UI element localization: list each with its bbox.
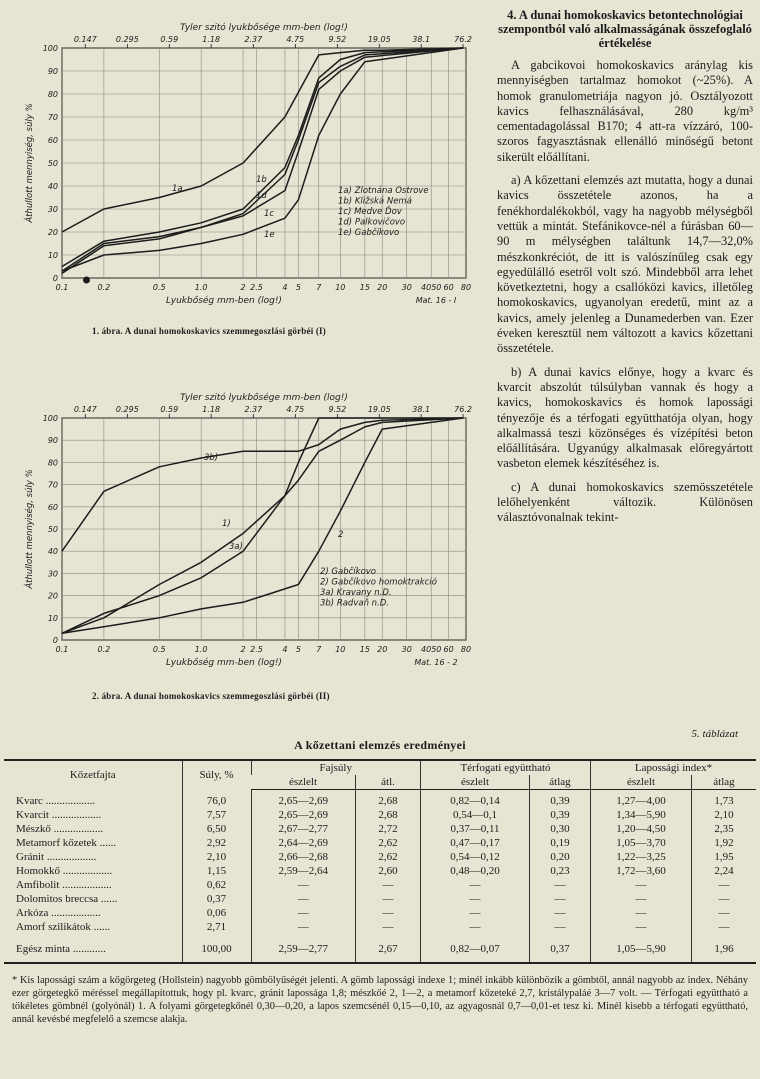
y-axis-label: Áthullott mennyiség, súly %: [25, 469, 35, 589]
y-tick-label: 20: [47, 228, 58, 237]
figure-1: [20, 8, 480, 338]
top-tick-label: 0.147: [73, 405, 97, 414]
x-tick-label: 5: [295, 645, 301, 654]
rock-name-cell: Mészkő ..................: [16, 823, 104, 835]
y-tick-label: 90: [47, 436, 58, 446]
x-tick-label: 1.0: [194, 645, 208, 654]
y-tick-label: 70: [47, 113, 58, 122]
value-cell: —: [251, 892, 356, 906]
value-cell: —: [251, 906, 356, 920]
value-cell: 1,05—3,70: [591, 836, 692, 850]
value-cell: —: [591, 906, 692, 920]
y-tick-label: 60: [47, 136, 58, 145]
value-cell: 0,19: [530, 836, 591, 850]
table-row: [4, 822, 756, 836]
header-rock: Kőzetfajta: [4, 760, 182, 790]
table-total-row: [4, 934, 756, 963]
value-cell: 0,37: [530, 934, 591, 963]
value-cell: 2,60: [356, 864, 421, 878]
value-cell: —: [591, 878, 692, 892]
y-tick-label: 0: [52, 636, 58, 645]
y-axis-label: Áthullott mennyiség, súly %: [25, 103, 35, 223]
value-cell: —: [421, 892, 530, 906]
value-cell: 0,30: [530, 822, 591, 836]
table-row: [4, 850, 756, 864]
value-cell: —: [530, 906, 591, 920]
value-cell: 1,34—5,90: [591, 808, 692, 822]
value-cell: 0,37: [182, 892, 251, 906]
y-tick-label: 20: [47, 591, 58, 601]
top-tick-label: 2.37: [244, 35, 263, 44]
value-cell: 2,10: [182, 850, 251, 864]
x-tick-label: 80: [460, 283, 472, 292]
value-cell: 1,95: [692, 850, 757, 864]
x-tick-label: 0.1: [55, 283, 69, 292]
rock-name-cell: Egész minta ............: [4, 934, 182, 963]
x-tick-label: 10: [335, 283, 346, 292]
x-tick-label: 60: [443, 283, 454, 292]
value-cell: —: [251, 920, 356, 934]
top-tick-label: 0.295: [115, 405, 139, 414]
x-tick-label: 1.0: [194, 283, 208, 292]
value-cell: —: [692, 892, 757, 906]
rock-name-cell: Arkóza ..................: [16, 907, 101, 919]
value-cell: 6,50: [182, 822, 251, 836]
table-number: 5. táblázat: [691, 728, 738, 740]
x-axis-label: Lyukbőség mm-ben (log!): [166, 658, 282, 668]
top-tick-label: 76.2: [454, 405, 472, 414]
x-tick-label: 4: [282, 645, 288, 654]
x-tick-label: 4050: [421, 645, 442, 654]
legend-entry: 1b) Kližská Nemá: [338, 196, 412, 207]
curve-label: 1e: [264, 230, 275, 240]
header-volume-avg: átlag: [530, 775, 591, 790]
figure-1-caption: 1. ábra. A dunai homokoskavics szemmegoszlási görbéi (I): [92, 326, 326, 336]
value-cell: 2,64—2,69: [251, 836, 356, 850]
value-cell: 1,20—4,50: [591, 822, 692, 836]
legend-entry: 1a) Zlotnána Ostrove: [338, 186, 429, 196]
curve-label: 1): [222, 519, 231, 529]
x-tick-label: 0.2: [97, 645, 111, 654]
top-tick-label: 0.59: [160, 405, 179, 414]
x-tick-label: 7: [316, 283, 322, 292]
curve-label: 1c: [264, 209, 275, 219]
value-cell: 76,0: [182, 794, 251, 808]
top-tick-label: 1.18: [202, 35, 221, 44]
curve-label: 3a): [229, 542, 243, 552]
rock-name-cell: Homokkő ..................: [16, 865, 113, 877]
value-cell: 0,23: [530, 864, 591, 878]
x-tick-label: 10: [335, 645, 346, 654]
rock-name-cell: Kvarc ..................: [16, 795, 96, 807]
rock-name-cell: Metamorf kőzetek ......: [16, 837, 117, 849]
x-axis-label: Lyukbőség mm-ben (log!): [166, 296, 282, 306]
y-tick-label: 40: [47, 547, 58, 557]
value-cell: 0,39: [530, 808, 591, 822]
paragraph-b: b) A dunai kavics előnye, hogy a kvarc és kvarcit abszolút túlsúlyban vannak és hogy a kavics, homokoskavics és homok lapossági tényezője és a térfogati együtthatója olyan, hogy alkalmassá teszi közönséges és vízépítési beton előállítására. Ugyanúgy alkalmasak előregyártott vasbeton elemek készítéséhez is.: [497, 364, 753, 471]
curve-label: 1a: [172, 184, 183, 194]
legend-entry: 1c) Medve Ďov: [338, 207, 402, 217]
value-cell: 0,62: [182, 878, 251, 892]
paragraph-c: c) A dunai homokoskavics szemösszetétele lelőhelyenként változik. Különösen választóvonalnak tekint-: [497, 479, 753, 525]
table-row: [4, 892, 756, 906]
top-tick-label: 9.52: [328, 35, 347, 44]
y-tick-label: 10: [47, 251, 58, 260]
table-5: [4, 728, 756, 1026]
legend-entry: 3b) Radvaň n.D.: [320, 598, 389, 609]
x-tick-label: 60: [443, 645, 454, 654]
y-tick-label: 50: [47, 159, 58, 168]
figure-2: [20, 384, 480, 704]
paragraph-intro: A gabcikovoi homokoskavics aránylag kis mennyiségben tartalmaz homokot (~25%). A homok granulometriája nagyon jó. Osztályozott kavics felhasználásával, 280 kg/m³ cementadagolással B170; 4 att-ra vízzáró, 100-szoros fagyasztásnak ellenálló minőségű betont sikerült előállítani.: [497, 58, 753, 164]
value-cell: 2,65—2,69: [251, 808, 356, 822]
table-title: A kőzettani elemzés eredményei: [294, 738, 466, 752]
header-density-avg: átl.: [356, 775, 421, 790]
value-cell: 2,67: [356, 934, 421, 963]
x-tick-label: 20: [377, 645, 388, 654]
value-cell: —: [356, 892, 421, 906]
top-axis-label: Tyler szitó lyukbősége mm-ben (log!): [180, 393, 348, 403]
legend-entry: 3a) Kravany n.D.: [320, 588, 392, 598]
figure-ref: Mat. 16 - 2: [414, 658, 458, 667]
x-tick-label: 30: [401, 283, 412, 292]
rock-name-cell: Kvarcit ..................: [16, 809, 102, 821]
top-tick-label: 19.05: [367, 405, 391, 414]
y-tick-label: 50: [47, 525, 58, 534]
curve-label: 2: [338, 530, 344, 540]
value-cell: 2,66—2,68: [251, 850, 356, 864]
value-cell: 0,54—0,12: [421, 850, 530, 864]
top-axis-label: Tyler szitó lyukbősége mm-ben (log!): [180, 23, 348, 33]
top-tick-label: 9.52: [328, 405, 347, 414]
table-row: [4, 920, 756, 934]
x-tick-label: 2: [240, 645, 246, 654]
value-cell: 2,72: [356, 822, 421, 836]
rock-name-cell: Dolomitos breccsa ......: [16, 893, 118, 905]
value-cell: —: [421, 906, 530, 920]
value-cell: 2,59—2,64: [251, 864, 356, 878]
value-cell: —: [251, 878, 356, 892]
value-cell: 0,39: [530, 794, 591, 808]
header-volume: Térfogati együttható: [421, 760, 591, 775]
value-cell: 1,05—5,90: [591, 934, 692, 963]
value-cell: —: [530, 878, 591, 892]
header-density: Fajsúly: [251, 760, 421, 775]
x-tick-label: 0.5: [152, 645, 166, 654]
y-tick-label: 80: [47, 90, 58, 99]
value-cell: —: [530, 920, 591, 934]
x-tick-label: 15: [359, 283, 370, 292]
value-cell: 1,27—4,00: [591, 794, 692, 808]
value-cell: —: [591, 920, 692, 934]
y-tick-label: 90: [47, 67, 58, 76]
curve-label: 3b): [204, 453, 219, 463]
value-cell: —: [692, 920, 757, 934]
curve-label: 1d: [256, 191, 267, 201]
curve-label: 1b: [256, 175, 267, 185]
x-tick-label: 80: [460, 645, 472, 654]
value-cell: —: [356, 920, 421, 934]
value-cell: 0,20: [530, 850, 591, 864]
x-tick-label: 0.5: [152, 283, 166, 292]
y-tick-label: 100: [42, 44, 58, 53]
x-tick-label: 5: [295, 283, 301, 292]
table-row: [4, 906, 756, 920]
value-cell: 0,37—0,11: [421, 822, 530, 836]
header-flat: Lapossági index*: [591, 760, 757, 775]
header-density-measured: észlelt: [251, 775, 356, 790]
value-cell: 0,82—0,07: [421, 934, 530, 963]
top-tick-label: 1.18: [202, 405, 221, 414]
table-row: [4, 794, 756, 808]
value-cell: 7,57: [182, 808, 251, 822]
x-tick-label: 7: [316, 645, 322, 654]
figure-2-caption: 2. ábra. A dunai homokoskavics szemmegoszlási görbéi (II): [92, 691, 330, 701]
value-cell: 2,71: [182, 920, 251, 934]
legend-entry: 2) Gabčíkovo homoktrakció: [320, 577, 437, 588]
value-cell: 2,65—2,69: [251, 794, 356, 808]
value-cell: —: [692, 906, 757, 920]
figure-ref: Mat. 16 - I: [415, 296, 457, 305]
x-tick-label: 20: [377, 283, 388, 292]
value-cell: 0,06: [182, 906, 251, 920]
x-tick-label: 4: [282, 283, 288, 292]
section-heading: 4. A dunai homokoskavics betontechnológiai szempontból való alkalmasságának összefoglaló értékelése: [498, 8, 752, 50]
legend-entry: 1d) Palkovičovo: [338, 217, 406, 228]
x-tick-label: 30: [401, 645, 412, 654]
value-cell: 2,92: [182, 836, 251, 850]
top-tick-label: 0.147: [73, 35, 97, 44]
figure-2-chart: [20, 384, 480, 704]
rock-name-cell: Amfibolit ..................: [16, 879, 112, 891]
value-cell: —: [591, 892, 692, 906]
y-tick-label: 60: [47, 502, 58, 512]
header-flat-measured: észlelt: [591, 775, 692, 790]
value-cell: 2,62: [356, 850, 421, 864]
y-tick-label: 70: [47, 480, 58, 490]
top-tick-label: 0.295: [115, 35, 139, 44]
top-tick-label: 38.1: [412, 405, 431, 414]
x-tick-label: 2.5: [250, 283, 263, 292]
value-cell: 2,62: [356, 836, 421, 850]
x-tick-label: 0.2: [97, 283, 111, 292]
value-cell: 1,72—3,60: [591, 864, 692, 878]
x-tick-label: 15: [359, 645, 370, 654]
value-cell: 2,67—2,77: [251, 822, 356, 836]
top-tick-label: 19.05: [367, 35, 391, 44]
top-tick-label: 2.37: [244, 405, 263, 414]
y-tick-label: 80: [47, 458, 58, 468]
figure-1-chart: [20, 8, 480, 338]
y-tick-label: 0: [52, 274, 58, 283]
y-tick-label: 40: [47, 182, 58, 191]
value-cell: 2,68: [356, 808, 421, 822]
value-cell: 100,00: [182, 934, 251, 963]
value-cell: 1,22—3,25: [591, 850, 692, 864]
value-cell: —: [421, 878, 530, 892]
top-tick-label: 4.75: [286, 405, 305, 414]
value-cell: 1,92: [692, 836, 757, 850]
top-tick-label: 0.59: [160, 35, 179, 44]
value-cell: 0,47—0,17: [421, 836, 530, 850]
rock-name-cell: Gránit ..................: [16, 851, 97, 863]
y-tick-label: 30: [47, 205, 58, 214]
series-line: [62, 48, 463, 267]
top-tick-label: 76.2: [454, 35, 472, 44]
value-cell: 0,48—0,20: [421, 864, 530, 878]
top-tick-label: 4.75: [286, 35, 305, 44]
mark-dot: [83, 277, 90, 284]
y-tick-label: 30: [47, 569, 58, 579]
series-line: [62, 48, 463, 273]
results-table: [4, 759, 756, 964]
table-row: [4, 808, 756, 822]
value-cell: —: [356, 906, 421, 920]
value-cell: 1,73: [692, 794, 757, 808]
right-column-text: [497, 8, 753, 534]
legend-entry: 1e) Gabčíkovo: [338, 228, 400, 238]
value-cell: 0,54—0,1: [421, 808, 530, 822]
value-cell: 2,35: [692, 822, 757, 836]
value-cell: —: [692, 878, 757, 892]
rock-name-cell: Amorf szilikátok ......: [16, 921, 111, 933]
x-tick-label: 2.5: [250, 645, 263, 654]
table-row: [4, 878, 756, 892]
value-cell: 2,10: [692, 808, 757, 822]
value-cell: —: [421, 920, 530, 934]
header-weight: Súly, %: [182, 760, 251, 790]
y-tick-label: 10: [47, 613, 58, 623]
value-cell: 2,68: [356, 794, 421, 808]
legend-entry: 2) Gabčíkovo: [320, 567, 377, 577]
header-flat-avg: átlag: [692, 775, 757, 790]
top-tick-label: 38.1: [412, 35, 431, 44]
x-tick-label: 0.1: [55, 645, 69, 654]
value-cell: —: [530, 892, 591, 906]
table-row: [4, 836, 756, 850]
header-volume-measured: észlelt: [421, 775, 530, 790]
value-cell: 2,59—2,77: [251, 934, 356, 963]
series-line: [62, 418, 463, 633]
table-body: [4, 790, 756, 964]
y-tick-label: 100: [42, 414, 58, 423]
table-row: [4, 864, 756, 878]
value-cell: 1,15: [182, 864, 251, 878]
paragraph-a: a) A kőzettani elemzés azt mutatta, hogy a dunai kavics összetétele azonos, ha a fenékhordalékokból, vagy ha nagyobb mélységből vettük a mintát. Stefánikovce-nél a fúrásban 60—90 m mélységben találtunk 14,7—32,0% mészkonkréciót, de itt is valószínűleg csak egy egyedülálló esetről volt szó. Mindebből arra lehet következtetni, hogy a csallóközi kavics, illetőleg homokoskavics, ugyanolyan eredetű, mint az a kavics, amely jelenleg a Dunamederben van. Ezer éveken keresztül nem változott a kavics kőzettani összetétele.: [497, 173, 753, 356]
value-cell: 2,24: [692, 864, 757, 878]
value-cell: —: [356, 878, 421, 892]
table-footnote: * Kis lapossági szám a kőgörgeteg (Hollstein) nagyobb gömbölyűségét jelenti. A gömb lapossági indexe 1; minél inkább különbözik a gömbtől, annál nagyobb az index. Néhány ezer görgetegkő méréssel megállapítottuk, hogy pl. kvarc, gránit lapossága 1,8; mészkőé 2, 1—2, a metamorf kőzeteké 2,7, kristálypaláé 3—7 volt. — Térfogati együttható a tökéletes gömbnél (golyónál) 1. A folyami görgetegkőnél 0,30—0,20, a lapos szemcsénél 0,15—0,10, az agyagosnál 0,7—0,01-et tesz ki. Minél kisebb a térfogati együttható, annál kevésbé megfelelő a szemcse alakja.: [12, 975, 748, 1025]
value-cell: 0,82—0,14: [421, 794, 530, 808]
value-cell: 1,96: [692, 934, 757, 963]
x-tick-label: 2: [240, 283, 246, 292]
x-tick-label: 4050: [421, 283, 442, 292]
